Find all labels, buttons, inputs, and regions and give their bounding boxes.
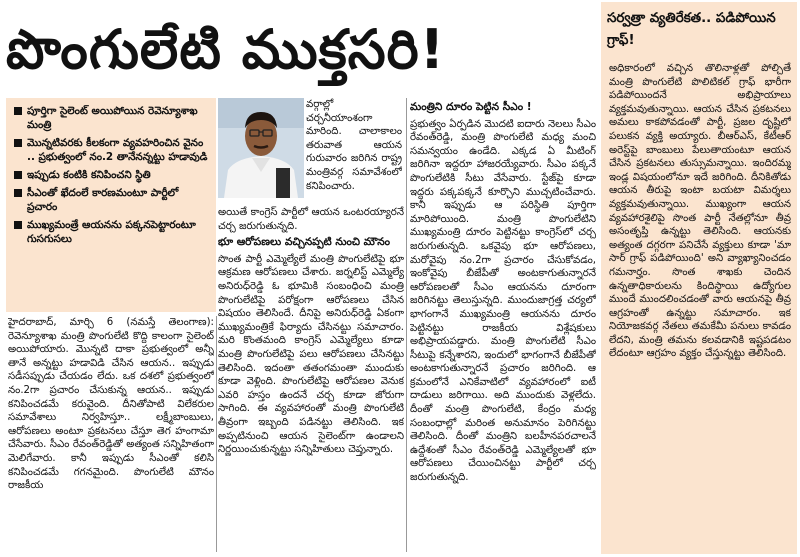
article-column-2-top — [306, 98, 402, 204]
paragraph: ప్రభుత్వం ఏర్పడిన మొదటి ఐదారు నెలలు సీఎం రేవంత్‌రెడ్డి, మంత్రి పొంగులేటి మధ్య మంచి సమన్వయం ఉండేది. ఎక్కడ ఏ మీటింగ్ జరిగినా ఇద్దరూ హాజరయ్యేవారు. సీఎం పక్కనే పొంగులేటికి సీటు వేసేవారు. స్టేజ్‌పై కూడా ఇద్దరు పక్కపక్కనే కూర్చొని ముచ్చటించేవారు. కానీ ఇప్పుడు ఆ పరిస్థితి పూర్తిగా మారిపోయింది. మంత్రి పొంగులేటిని ముఖ్యమంత్రి దూరం పెట్టినట్టు కాంగ్రెస్‌లో చర్చ జరుగుతున్నది. ఒకవైపు భూ ఆరోపణలు, మరోవైపు నం.2గా ప్రచారం చేసుకోవడం, ఇంకోవైపు బీజేపీతో అంటకాగుతున్నారనే ఆరోపణలతో సీఎం ఆయనను దూరంగా జరిగినట్టు తెలుస్తున్నది. ముందుజాగ్రత్త చర్యలో భాగంగానే ముఖ్యమంత్రి ఆయనను దూరం పెట్టినట్టు రాజకీయ విశ్లేషకులు అభిప్రాయపడ్డారు. మంత్రి పొంగులేటి సీఎం సీటుపై కన్నేశారని, ఇందులో భాగంగానే బీజేపీతో అంటకాగుతున్నారనే ప్రచారం జరిగింది. ఆ క్రమంలోనే ఎనికేవాటిలో వ్యవహారంలో ఐటీ దాడులు జరిగాయి. అది ముందుకు వెళ్లలేదు. దీంతో మంత్రి పొంగులేటి, కేంద్రం మధ్య సంబంధాల్లో మరింత అనుమానం పెరిగినట్టు తెలిసింది. దీంతో మంత్రిని బలహీనపరచాలనే ఉద్దేశంతో సీఎం రేవంత్‌రెడ్డి ఎమ్మెల్యేలతో భూ ఆరోపణలు చేయించినట్టు పార్టీలో చర్చ జరుగుతున్నది. — [410, 118, 596, 484]
square-bullet-icon — [14, 139, 22, 147]
column-divider — [216, 316, 217, 552]
column-divider — [406, 98, 407, 552]
highlight-item — [14, 136, 208, 164]
highlight-item — [14, 168, 208, 182]
article-column-3 — [410, 98, 596, 552]
highlights-box — [6, 98, 216, 312]
sidebar-title: సర్వత్రా వ్యతిరేకత.. పడిపోయిన గ్రాఫ్! — [607, 11, 776, 48]
highlight-text: మొన్నటివరకు కీలకంగా వ్యవహరించిన వైనం .. ప్రభుత్వంలో నం.2 తానేనన్నట్టు హడావుడి — [27, 137, 208, 163]
sidebar-box — [601, 2, 797, 554]
square-bullet-icon — [14, 171, 22, 179]
sidebar-body — [609, 62, 791, 548]
highlight-item — [14, 218, 208, 246]
paragraph: వర్గాల్లో చర్చనీయాంశంగా మారింది. చాలాకాలం తరువాత ఆయన గురువారం జరిగిన రాష్ట్ర మంత్రివర్గ సమావేశంలో కనిపించారు. — [306, 99, 402, 192]
highlight-text: ఇప్పుడు కంటికి కనిపించని స్థితి — [27, 169, 151, 181]
subheading: మంత్రిని దూరం పెట్టిన సీఎం ! — [410, 101, 532, 113]
subheading: భూ ఆరోపణలు వచ్చినప్పటి నుంచి మౌనం — [218, 236, 391, 249]
highlight-text: సీఎంతో ఖేదంలే కారణమంటూ పార్టీలో ప్రచారం — [27, 187, 179, 213]
highlight-item — [14, 186, 208, 214]
paragraph: సొంత పార్టీ ఎమ్మెల్యేలే మంత్రి పొంగులేటిపై భూ ఆక్రమణ ఆరోపణలు చేశారు. జర్నలిస్ట్ ఎమ్మెల్యే అనిరుధ్‌రెడ్డి ఓ భూమికి సంబంధించి మంత్రి పొంగులేటిపై పరోక్షంగా ఆరోపణలు చేసిన విషయం తెలిసిందే. దీనిపై అనిరుధ్‌రెడ్డి ఏకంగా ముఖ్యమంత్రికే ఫిర్యాదు చేసినట్టు సమాచారం. మరి కొంతమంది కాంగ్రెస్ ఎమ్మెల్యేలు కూడా మంత్రి పొంగులేటిపై పలు ఆరోపణలు చేసినట్టు తెలిసింది. ఇదంతా తతంగమంతా ముందుకు కూడా వెళ్లింది. పొంగులేటిపై ఆరోపణల వెనుక ఎవరి హస్తం ఉందనే చర్చ కూడా జోరుగా సాగింది. ఈ వ్యవహారంతో మంత్రి పొంగులేటి తీవ్రంగా ఇబ్బంది పడినట్టు తెలిసింది. ఇక అప్పటినుంచి ఆయన సైలెంట్‌గా ఉండాలని నిర్ణయించుకున్నట్టు సన్నిహితులు చెప్తున్నారు. — [218, 253, 404, 456]
highlight-text: పూర్తిగా సైలెంట్ అయిపోయిన రెవెన్యూశాఖ మంత్రి — [27, 105, 198, 131]
article-column-1 — [8, 316, 214, 552]
minister-photo — [218, 98, 304, 198]
highlight-text: ముఖ్యమంత్రే ఆయనను పక్కనపెట్టారంటూ గుసగుసలు — [27, 219, 196, 245]
square-bullet-icon — [14, 221, 22, 229]
headline: పొంగులేటి ముక్తసరి! — [6, 18, 446, 81]
article-column-2 — [218, 206, 404, 552]
paragraph: అధికారంలో వచ్చిన తొలినాళ్లతో పోల్చితే మంత్రి పొంగులేటి పొలిటికల్ గ్రాఫ్ భారీగా పడిపోయిందనే అభిప్రాయాలు వ్యక్తమవుతున్నాయి. ఆయన చేసిన ప్రకటనలు అమలు కాకపోవడంతో పార్టీ, ప్రజల దృష్టిలో పలుకన వ్యక్తి అయ్యారు. బీఆర్ఎస్, కేటీఆర్ అరెస్ట్‌పై బాంబులు పేలుతాయంటూ ఆయన చేసిన ప్రకటనలు తుస్సుమన్నాయి. ఇందిరమ్మ ఇండ్ల విషయంలోనూ ఇదే జరిగింది. దీనికితోడు ఆయన తీరుపై ఇంటా బయటా విమర్శలు వ్యక్తమవుతున్నాయి. ముఖ్యంగా ఆయన వ్యవహారశైలిపై సొంత పార్టీ నేతల్లోనూ తీవ్ర అసంతృప్తి ఉన్నట్టు తెలిసింది. ఆయనకు అత్యంత దగ్గరగా పనిచేసే వ్యక్తులు కూడా 'మా సార్ గ్రాఫ్ పడిపోయింది' అని వ్యాఖ్యానించడం గమనార్హం. సొంత శాఖకు చెందిన ఉన్నతాధికారులను కిందిస్థాయి ఉద్యోగుల ముందే ముందలించడంతో వారు ఆయనపై తీవ్ర ఆగ్రహంతో ఉన్నట్టు సమాచారం. ఇక నియోజకవర్గ నేతలు తమకేమీ పనులు కావడం లేదని, మంత్రి తమను కలవడానికి ఇష్టపడటం లేదంటూ ఆగ్రహం వ్యక్తం చేస్తున్నట్టు తెలిసింది. — [609, 63, 791, 360]
square-bullet-icon — [14, 189, 22, 197]
portrait-illustration — [218, 98, 304, 198]
paragraph: అయితే కాంగ్రెస్ పార్టీలో ఆయన ఒంటరయ్యారనే చర్చ జరుగుతున్నది. — [218, 207, 404, 232]
highlight-item — [14, 104, 208, 132]
square-bullet-icon — [14, 107, 22, 115]
paragraph: హైదరాబాద్, మార్చి 6 (నమస్తే తెలంగాణ): రెవెన్యూశాఖ మంత్రి పొంగులేటి కొద్ది కాలంగా సైలెంట్ అయిపోయారు. మొన్నటి దాకా ప్రభుత్వంలో అన్నీ తానే అన్నట్టు హడావిడి చేసిన ఆయన.. ఇప్పుడు సడీసప్పుడు చేయడం లేదు. ఒక దశలో ప్రభుత్వంలో నం.2గా ప్రచారం చేసుకున్న ఆయన.. ఇప్పుడు కనిపించడమే కరువైంది. దీనితోపాటి విలేకరుల సమావేశాలు నిర్వహిస్తూ.. లక్ష్మీబాంబులు, ఆరోపణలు అంటూ ప్రకటనలు చేస్తూ తెగ హంగామా చేసేవారు. సీఎం రేవంత్‌రెడ్డితో అత్యంత సన్నిహితంగా మెలిగేవారు. కానీ ఇప్పుడు సీఎంతో కలిసి కనిపించడమే గగనమైంది. పొంగులేటి మౌనం రాజకీయ — [8, 317, 214, 492]
